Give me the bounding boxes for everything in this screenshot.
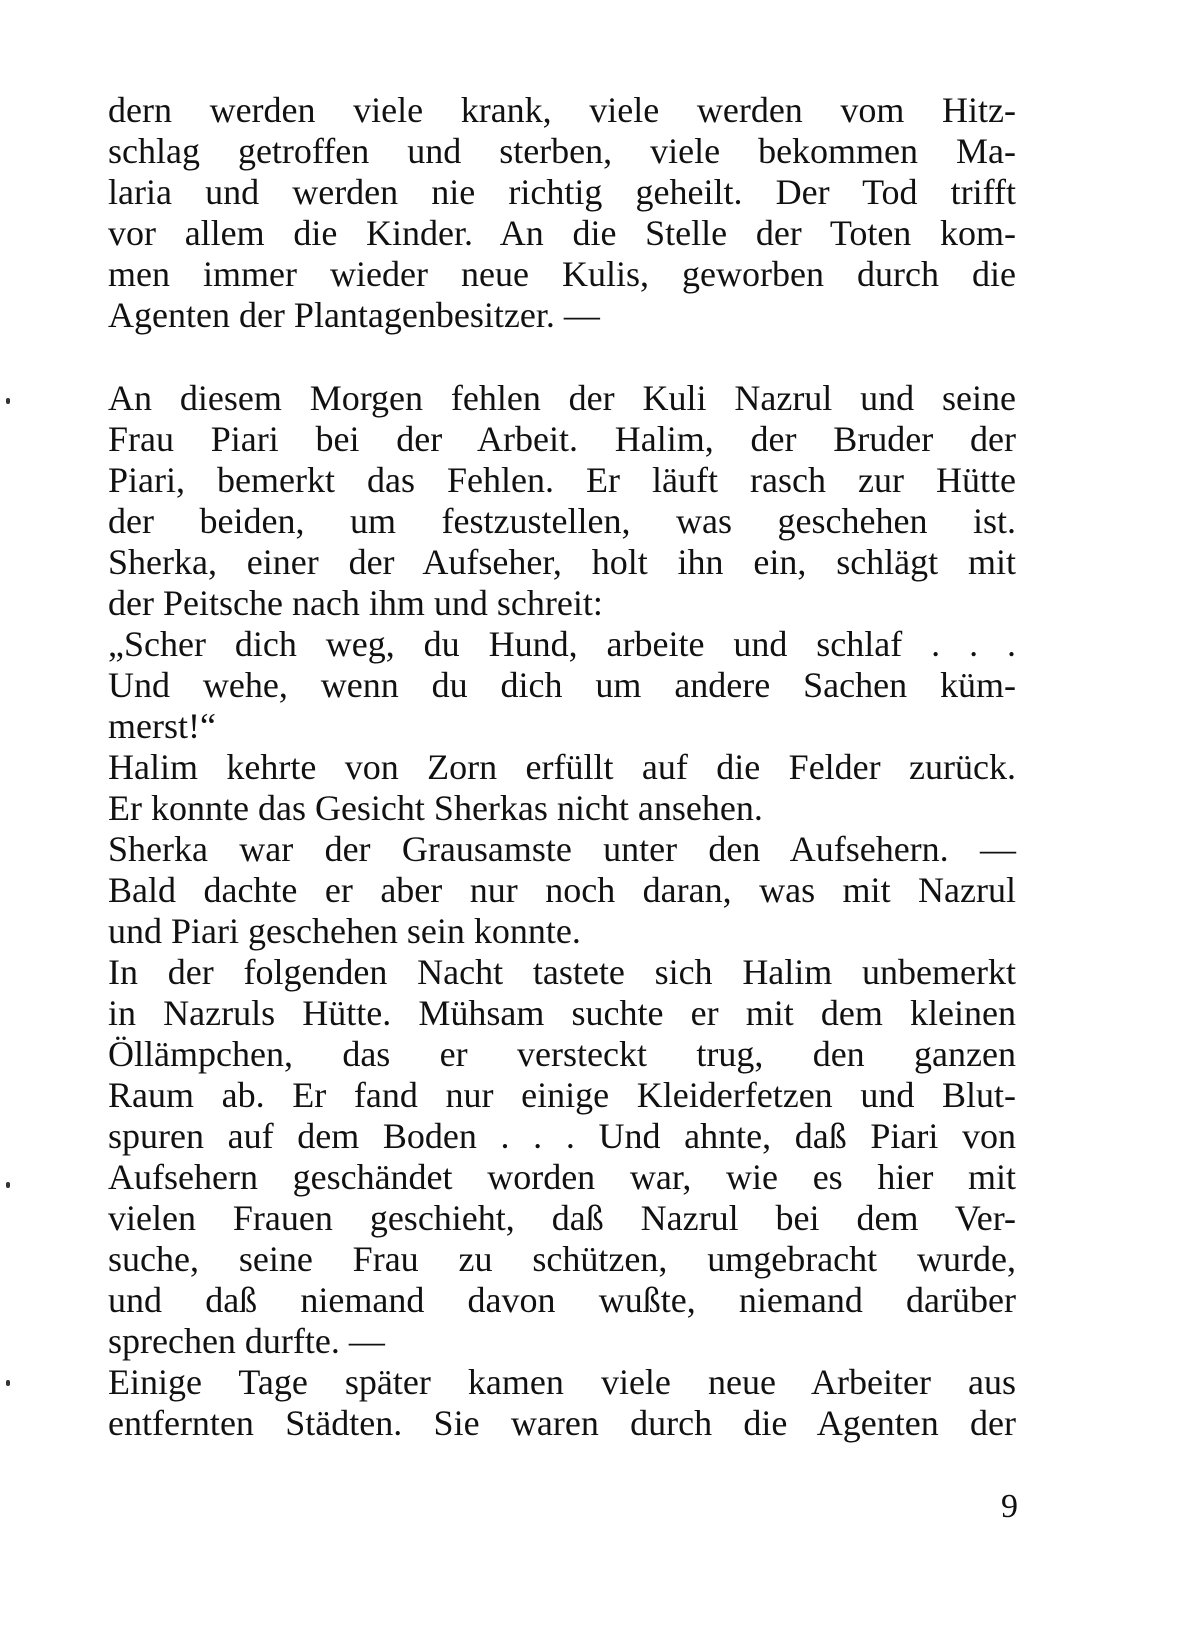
text-line: spuren auf dem Boden . . . Und ahnte, daß Piari von: [108, 1116, 1016, 1156]
scan-speck: [6, 1182, 10, 1188]
text-line: vor allem die Kinder. An die Stelle der Toten kom-: [108, 213, 1016, 253]
scan-speck: [6, 1380, 10, 1386]
text-line: der Peitsche nach ihm und schreit:: [108, 583, 603, 623]
scan-speck: [6, 398, 10, 404]
text-line: Einige Tage später kamen viele neue Arbeiter aus: [108, 1362, 1016, 1402]
text-line: laria und werden nie richtig geheilt. Der Tod trifft: [108, 172, 1016, 212]
text-line: men immer wieder neue Kulis, geworben durch die: [108, 254, 1016, 294]
text-line: Sherka war der Grausamste unter den Aufsehern. —: [108, 829, 1016, 869]
text-line: Und wehe, wenn du dich um andere Sachen küm-: [108, 665, 1016, 705]
text-line: Frau Piari bei der Arbeit. Halim, der Bruder der: [108, 419, 1016, 459]
text-line: An diesem Morgen fehlen der Kuli Nazrul und seine: [108, 378, 1016, 418]
text-line: der beiden, um festzustellen, was geschehen ist.: [108, 501, 1016, 541]
text-line: Sherka, einer der Aufseher, holt ihn ein, schlägt mit: [108, 542, 1016, 582]
text-line: suche, seine Frau zu schützen, umgebracht wurde,: [108, 1239, 1016, 1279]
text-line: schlag getroffen und sterben, viele bekommen Ma-: [108, 131, 1016, 171]
text-line: Agenten der Plantagenbesitzer. —: [108, 295, 600, 335]
text-line: und daß niemand davon wußte, niemand darüber: [108, 1280, 1016, 1320]
text-line: Halim kehrte von Zorn erfüllt auf die Felder zurück.: [108, 747, 1016, 787]
text-line: Piari, bemerkt das Fehlen. Er läuft rasch zur Hütte: [108, 460, 1016, 500]
text-line: sprechen durfte. —: [108, 1321, 385, 1361]
text-line: In der folgenden Nacht tastete sich Halim unbemerkt: [108, 952, 1016, 992]
text-line: Bald dachte er aber nur noch daran, was mit Nazrul: [108, 870, 1016, 910]
text-line: Raum ab. Er fand nur einige Kleiderfetzen und Blut-: [108, 1075, 1016, 1115]
page-number: 9: [1001, 1488, 1018, 1525]
text-line: dern werden viele krank, viele werden vom Hitz-: [108, 90, 1016, 130]
text-line: und Piari geschehen sein konnte.: [108, 911, 581, 951]
text-line: entfernten Städten. Sie waren durch die Agenten der: [108, 1403, 1016, 1443]
text-line: Aufsehern geschändet worden war, wie es hier mit: [108, 1157, 1016, 1197]
paragraph-1: [108, 90, 1016, 336]
text-line: merst!“: [108, 706, 216, 746]
paragraph-2: [108, 378, 1016, 1444]
text-line: „Scher dich weg, du Hund, arbeite und schlaf . . .: [108, 624, 1016, 664]
text-line: Öllämpchen, das er versteckt trug, den ganzen: [108, 1034, 1016, 1074]
text-line: in Nazruls Hütte. Mühsam suchte er mit dem kleinen: [108, 993, 1016, 1033]
text-line: vielen Frauen geschieht, daß Nazrul bei dem Ver-: [108, 1198, 1016, 1238]
text-line: Er konnte das Gesicht Sherkas nicht ansehen.: [108, 788, 763, 828]
